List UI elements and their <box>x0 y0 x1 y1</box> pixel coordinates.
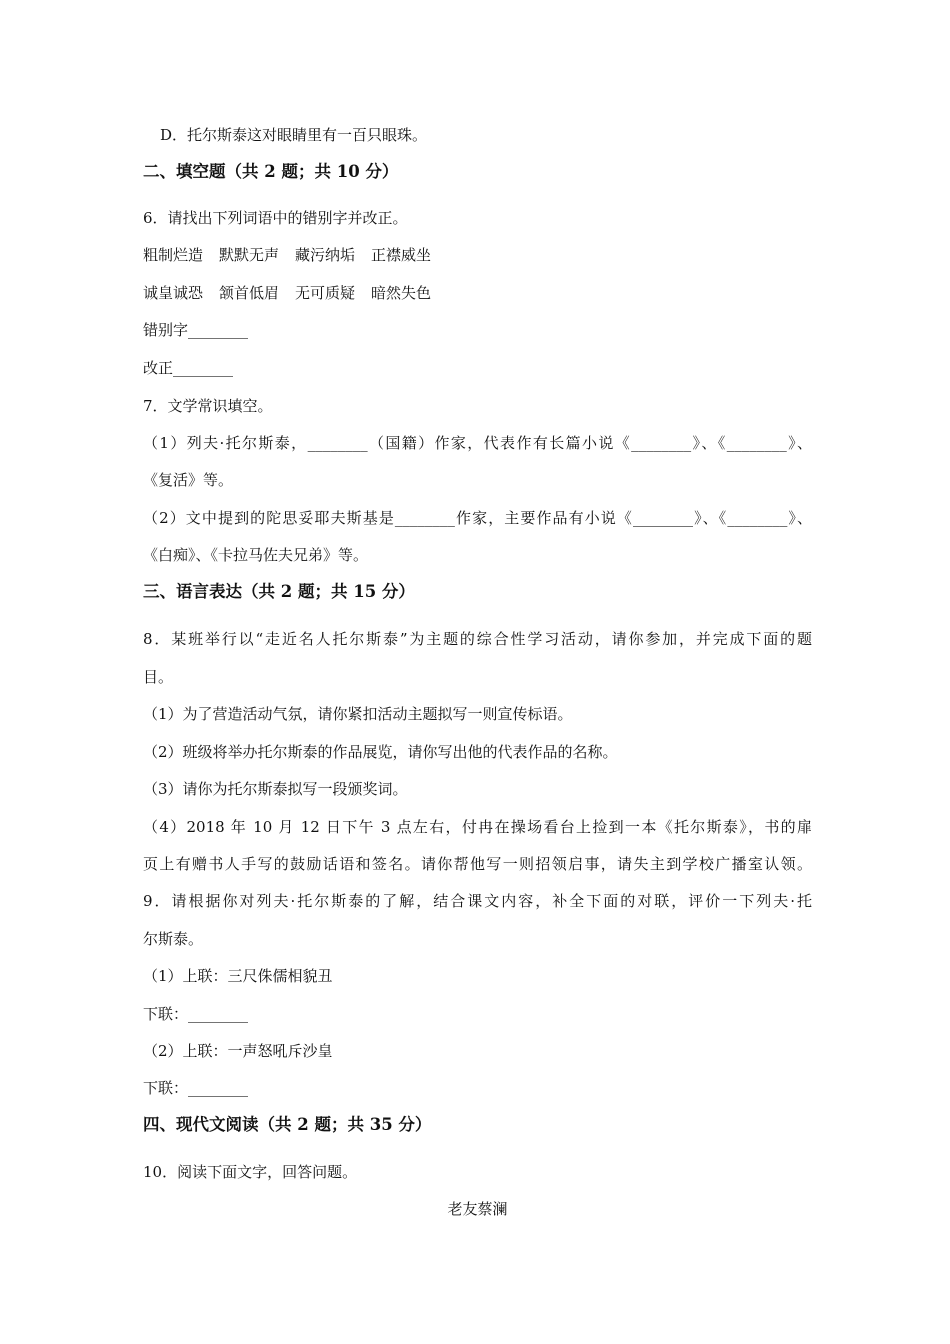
q6-correction-answer: 改正________ <box>143 359 234 377</box>
section-heading-language-expression: 三、语言表达（共 2 题；共 15 分） <box>143 582 415 601</box>
word-item: 暗然失色 <box>371 284 432 302</box>
q6-word-row-2 <box>143 282 812 304</box>
word-item: 无可质疑 <box>295 284 356 302</box>
q7-part-1: （1）列夫·托尔斯泰，________（国籍）作家，代表作有长篇小说《________》、《________》、 <box>143 434 812 452</box>
q9-part-2-answer: 下联：________ <box>143 1079 249 1097</box>
q9-part-1: （1）上联：三尺侏儒相貌丑 <box>143 967 333 985</box>
q9-part-2: （2）上联：一声怒吼斥沙皇 <box>143 1042 333 1060</box>
question-9: 9．请根据你对列夫·托尔斯泰的了解，结合课文内容，补全下面的对联，评价一下列夫·托 <box>143 892 812 910</box>
q7-part-2-cont: 《白痴》、《卡拉马佐夫兄弟》等。 <box>143 546 369 564</box>
q6-wrong-char-answer: 错别字________ <box>143 321 249 339</box>
q9-part-1-answer: 下联：________ <box>143 1005 249 1023</box>
passage-title: 老友蔡澜 <box>447 1200 508 1218</box>
q7-part-1-cont: 《复活》等。 <box>143 471 234 489</box>
question-10: 10．阅读下面文字，回答问题。 <box>143 1163 358 1181</box>
question-7: 7．文学常识填空。 <box>143 397 273 415</box>
q8-part-3: （3）请你为托尔斯泰拟写一段颁奖词。 <box>143 780 408 798</box>
question-8-cont: 目。 <box>143 668 174 686</box>
q8-part-1: （1）为了营造活动气氛，请你紧扣活动主题拟写一则宣传标语。 <box>143 705 573 723</box>
word-item: 粗制烂造 <box>143 246 204 264</box>
question-8: 8．某班举行以“走近名人托尔斯泰”为主题的综合性学习活动，请你参加，并完成下面的题 <box>143 630 812 648</box>
word-item: 正襟威坐 <box>371 246 432 264</box>
section-heading-fill-in: 二、填空题（共 2 题；共 10 分） <box>143 162 399 181</box>
word-item: 颔首低眉 <box>219 284 280 302</box>
q8-part-4: （4）2018 年 10 月 12 日下午 3 点左右，付冉在操场看台上捡到一本《托尔斯泰》，书的扉 <box>143 818 812 836</box>
word-item: 藏污纳垢 <box>295 246 356 264</box>
q7-part-2: （2）文中提到的陀思妥耶夫斯基是________作家，主要作品有小说《________》、《________》、 <box>143 509 812 527</box>
q6-word-row-1 <box>143 244 812 266</box>
question-9-cont: 尔斯泰。 <box>143 930 204 948</box>
question-6: 6．请找出下列词语中的错别字并改正。 <box>143 209 408 227</box>
section-heading-modern-reading: 四、现代文阅读（共 2 题；共 35 分） <box>143 1115 432 1134</box>
q8-part-2: （2）班级将举办托尔斯泰的作品展览，请你写出他的代表作品的名称。 <box>143 743 618 761</box>
word-item: 默默无声 <box>219 246 280 264</box>
option-d: D．托尔斯泰这对眼睛里有一百只眼珠。 <box>160 126 428 144</box>
q8-part-4-cont: 页上有赠书人手写的鼓励话语和签名。请你帮他写一则招领启事，请失主到学校广播室认领。 <box>143 855 812 873</box>
word-item: 诚皇诚恐 <box>143 284 204 302</box>
